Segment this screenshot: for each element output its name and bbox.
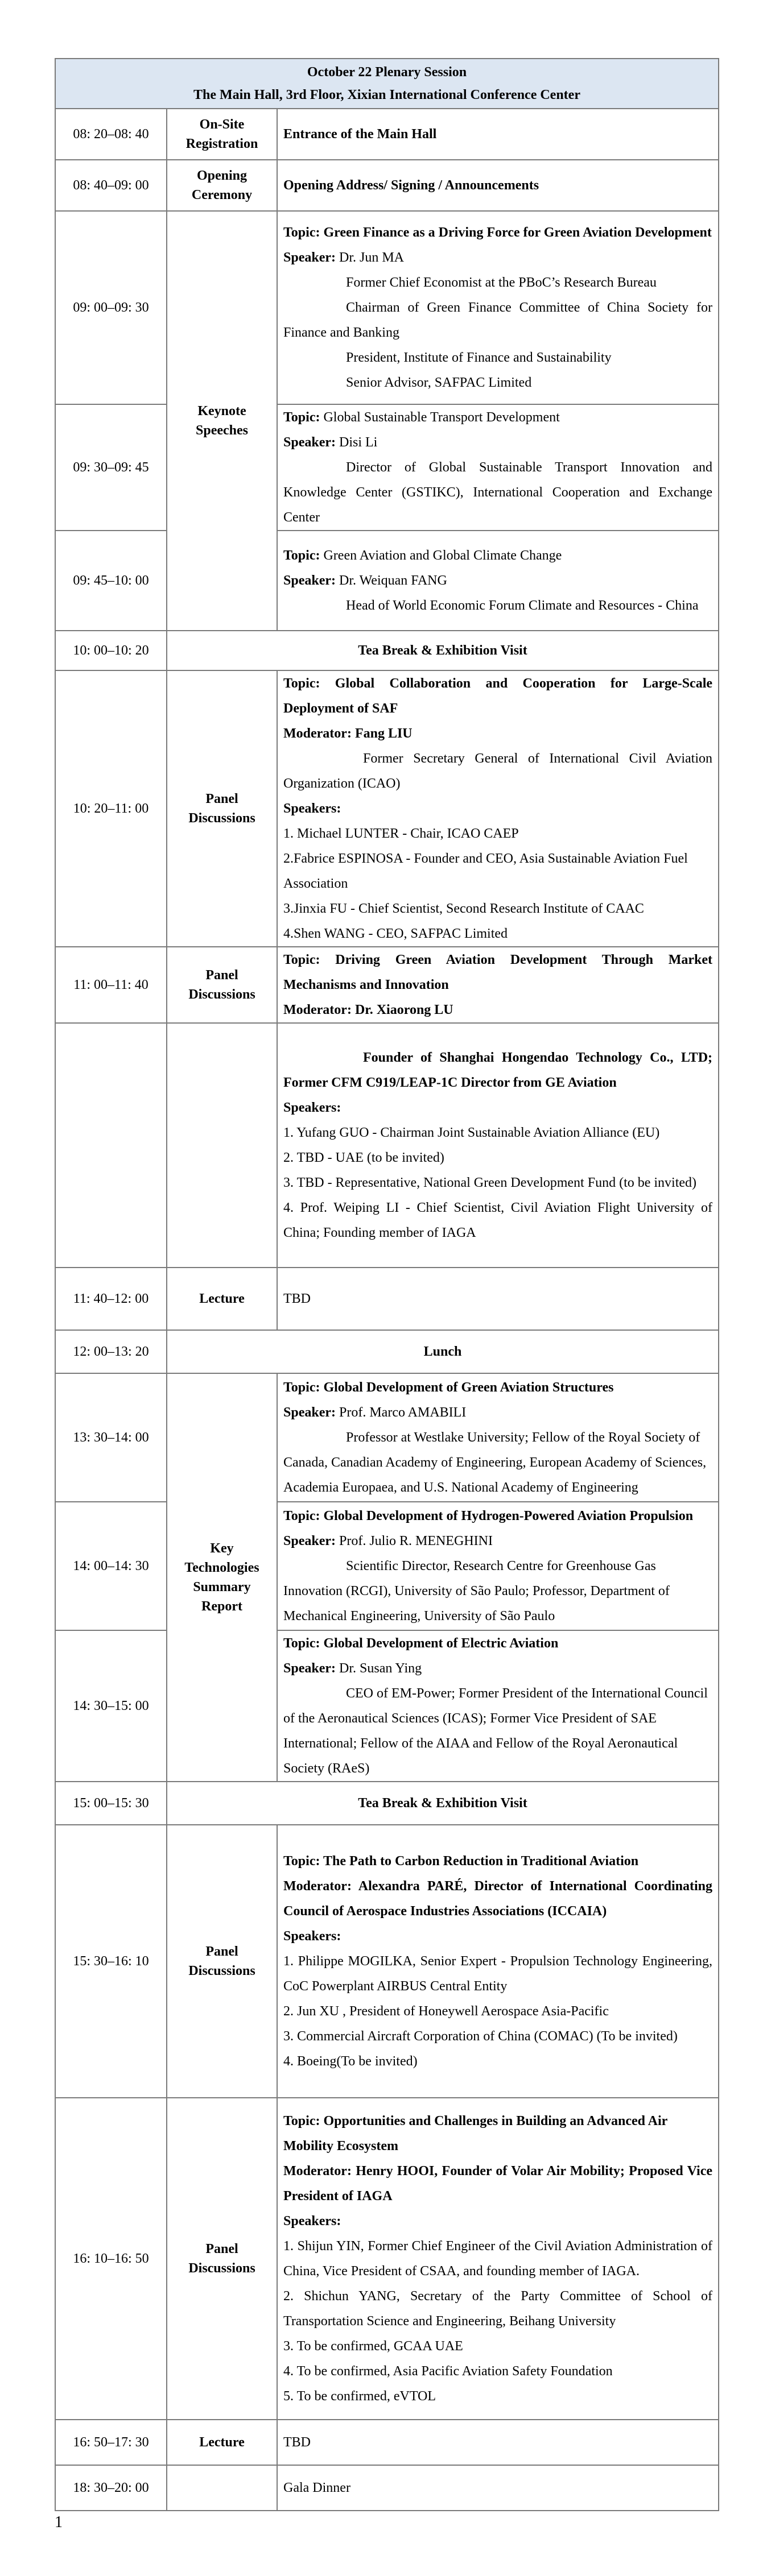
speaker-item: 1. Shijun YIN, Former Chief Engineer of the Civil Aviation Administration of China, Vice President of CSAA, and founding member of IAGA. <box>283 2239 713 2279</box>
content-cell: Opening Address/ Signing / Announcements <box>277 160 719 211</box>
speaker-item: 2. Jun XU , President of Honeywell Aerospace Asia-Pacific <box>283 2004 609 2019</box>
topic-title: Topic: Global Development of Hydrogen-Powered Aviation Propulsion <box>283 1509 694 1523</box>
speaker-label: Speaker: <box>283 435 336 450</box>
speaker-label: Speaker: <box>283 1534 336 1548</box>
speaker-label: Speaker: <box>283 1661 336 1676</box>
table-row <box>55 2465 719 2511</box>
break-cell: Tea Break & Exhibition Visit <box>167 631 719 670</box>
speaker-item: 3.Jinxia FU - Chief Scientist, Second Research Institute of CAAC <box>283 901 644 916</box>
topic-title: Topic: Opportunities and Challenges in Building an Advanced Air Mobility Ecosystem <box>283 2114 667 2153</box>
time-cell: 10: 20–11: 00 <box>55 670 167 947</box>
table-row <box>55 109 719 160</box>
topic-line <box>283 543 712 568</box>
speaker-name: Prof. Julio R. MENEGHINI <box>339 1534 493 1548</box>
content-cell <box>277 1630 719 1782</box>
speakers-label: Speakers: <box>283 1100 341 1115</box>
table-row <box>55 1373 719 1502</box>
topic-title: Topic: Global Collaboration and Cooperation for Large-Scale Deployment of SAF <box>283 676 713 716</box>
time-cell: 10: 00–10: 20 <box>55 631 167 670</box>
speaker-line <box>283 245 712 270</box>
speaker-detail: Professor at Westlake University; Fellow of the Royal Society of Canada, Canadian Academy of Engineering, European Academy of Sciences, Academia Europaea, and U.S. National Academy of Engineering <box>283 1430 707 1495</box>
speaker-item: 4. To be confirmed, Asia Pacific Aviation Safety Foundation <box>283 2364 613 2379</box>
agenda-table <box>55 58 719 2511</box>
speaker-item: 4. Boeing(To be invited) <box>283 2054 418 2069</box>
time-cell: 09: 30–09: 45 <box>55 404 167 531</box>
speaker-line <box>283 568 712 593</box>
session-cell: Opening Ceremony <box>167 160 277 211</box>
topic-title: Topic: Driving Green Aviation Development Through Market Mechanisms and Innovation <box>283 952 713 992</box>
table-row <box>55 1268 719 1330</box>
content-cell <box>277 670 719 947</box>
speaker-label: Speaker: <box>283 250 336 265</box>
topic-title: Topic: Green Finance as a Driving Force for Green Aviation Development <box>283 225 712 240</box>
speaker-item: 2.Fabrice ESPINOSA - Founder and CEO, Asia Sustainable Aviation Fuel Association <box>283 851 688 891</box>
time-cell: 15: 00–15: 30 <box>55 1782 167 1825</box>
table-row <box>55 1825 719 2098</box>
speaker-item: 2. TBD - UAE (to be invited) <box>283 1150 444 1165</box>
topic-title: Topic: Global Development of Electric Aviation <box>283 1636 559 1651</box>
table-row <box>55 531 719 631</box>
speaker-item: 4.Shen WANG - CEO, SAFPAC Limited <box>283 926 508 941</box>
content-cell <box>277 1825 719 2098</box>
content-cell: Gala Dinner <box>277 2465 719 2511</box>
speaker-name: Disi Li <box>339 435 378 450</box>
moderator-line: Moderator: Henry HOOI, Founder of Volar Air Mobility; Proposed Vice President of IAGA <box>283 2164 713 2204</box>
time-cell <box>55 1023 167 1268</box>
speaker-name: Dr. Weiquan FANG <box>339 573 447 588</box>
time-cell: 08: 20–08: 40 <box>55 109 167 160</box>
lunch-cell: Lunch <box>167 1330 719 1373</box>
session-cell <box>167 1023 277 1268</box>
break-cell: Tea Break & Exhibition Visit <box>167 1782 719 1825</box>
moderator-detail: Founder of Shanghai Hongendao Technology Co., LTD; Former CFM C919/LEAP-1C Director from GE Aviation <box>283 1050 713 1090</box>
speaker-item: 5. To be confirmed, eVTOL <box>283 2389 436 2404</box>
speakers-label: Speakers: <box>283 1929 341 1944</box>
session-cell <box>167 2465 277 2511</box>
speaker-label: Speaker: <box>283 1405 336 1420</box>
speaker-detail: Former Chief Economist at the PBoC’s Research Bureau <box>346 275 657 290</box>
session-cell: Panel Discussions <box>167 2098 277 2420</box>
speaker-line <box>283 1529 712 1554</box>
table-row <box>55 670 719 947</box>
speaker-item: 3. Commercial Aircraft Corporation of China (COMAC) (To be invited) <box>283 2029 678 2044</box>
table-header <box>55 59 719 109</box>
speaker-line <box>283 430 712 455</box>
table-row <box>55 2420 719 2465</box>
speaker-item: 1. Michael LUNTER - Chair, ICAO CAEP <box>283 826 519 841</box>
speaker-item: 3. To be confirmed, GCAA UAE <box>283 2339 463 2354</box>
table-row <box>55 947 719 1023</box>
session-cell: Panel Discussions <box>167 1825 277 2098</box>
table-row <box>55 211 719 404</box>
content-cell <box>277 2098 719 2420</box>
speaker-label: Speaker: <box>283 573 336 588</box>
session-cell: Panel Discussions <box>167 670 277 947</box>
table-row <box>55 1630 719 1782</box>
table-row <box>55 2098 719 2420</box>
speaker-detail: Senior Advisor, SAFPAC Limited <box>346 375 532 390</box>
speaker-item: 4. Prof. Weiping LI - Chief Scientist, Civil Aviation Flight University of China; Founding member of IAGA <box>283 1200 713 1240</box>
speaker-item: 3. TBD - Representative, National Green Development Fund (to be invited) <box>283 1175 697 1190</box>
topic-label: Topic: <box>283 548 320 563</box>
moderator-line: Moderator: Alexandra PARÉ, Director of International Coordinating Council of Aerospace Industries Associations (ICCAIA) <box>283 1879 713 1919</box>
content-cell <box>277 404 719 531</box>
session-cell: Lecture <box>167 2420 277 2465</box>
speaker-detail: Chairman of Green Finance Committee of China Society for Finance and Banking <box>283 300 713 340</box>
page-number: 1 <box>55 2513 63 2531</box>
time-cell: 14: 30–15: 00 <box>55 1630 167 1782</box>
table-row <box>55 160 719 211</box>
time-cell: 16: 50–17: 30 <box>55 2420 167 2465</box>
content-cell <box>277 1373 719 1502</box>
time-cell: 13: 30–14: 00 <box>55 1373 167 1502</box>
moderator-detail: Former Secretary General of International Civil Aviation Organization (ICAO) <box>283 751 713 791</box>
time-cell: 15: 30–16: 10 <box>55 1825 167 2098</box>
speaker-detail: President, Institute of Finance and Sustainability <box>346 350 612 365</box>
header-venue: The Main Hall, 3rd Floor, Xixian International Conference Center <box>193 88 580 102</box>
speakers-label: Speakers: <box>283 801 341 816</box>
content-cell <box>277 531 719 631</box>
speakers-label: Speakers: <box>283 2214 341 2229</box>
time-cell: 09: 00–09: 30 <box>55 211 167 404</box>
session-cell: Keynote Speeches <box>167 211 277 631</box>
speaker-detail: CEO of EM-Power; Former President of the International Council of the Aeronautical Sciences (ICAS); Former Vice President of SAE International; Fellow of the AIAA and Fellow of the Royal Aeronautical Society (RAeS) <box>283 1686 708 1776</box>
speaker-item: 1. Philippe MOGILKA, Senior Expert - Propulsion Technology Engineering, CoC Powerplant AIRBUS Central Entity <box>283 1954 713 1994</box>
time-cell: 09: 45–10: 00 <box>55 531 167 631</box>
session-cell: On-Site Registration <box>167 109 277 160</box>
topic-line <box>283 405 712 430</box>
table-row <box>55 1782 719 1825</box>
topic-title: Global Sustainable Transport Development <box>323 410 560 425</box>
speaker-item: 2. Shichun YANG, Secretary of the Party Committee of School of Transportation Science and Engineering, Beihang University <box>283 2289 713 2329</box>
content-cell <box>277 1502 719 1630</box>
content-cell: TBD <box>277 1268 719 1330</box>
time-cell: 14: 00–14: 30 <box>55 1502 167 1630</box>
table-row <box>55 1502 719 1630</box>
table-row <box>55 404 719 531</box>
speaker-item: 1. Yufang GUO - Chairman Joint Sustainable Aviation Alliance (EU) <box>283 1125 660 1140</box>
content-cell: Entrance of the Main Hall <box>277 109 719 160</box>
speaker-detail: Head of World Economic Forum Climate and Resources - China <box>346 598 699 613</box>
speaker-line <box>283 1656 712 1681</box>
topic-title: Topic: Global Development of Green Aviation Structures <box>283 1380 614 1395</box>
speaker-name: Prof. Marco AMABILI <box>339 1405 467 1420</box>
moderator-line: Moderator: Fang LIU <box>283 726 413 741</box>
speaker-line <box>283 1400 712 1425</box>
topic-title: Green Aviation and Global Climate Change <box>323 548 562 563</box>
topic-title: Topic: The Path to Carbon Reduction in Traditional Aviation <box>283 1854 639 1869</box>
moderator-line: Moderator: Dr. Xiaorong LU <box>283 1003 453 1017</box>
time-cell: 08: 40–09: 00 <box>55 160 167 211</box>
session-cell: Lecture <box>167 1268 277 1330</box>
speaker-detail: Director of Global Sustainable Transport Innovation and Knowledge Center (GSTIKC), International Cooperation and Exchange Center <box>283 460 713 525</box>
header-row <box>55 59 719 109</box>
time-cell: 11: 00–11: 40 <box>55 947 167 1023</box>
table-row <box>55 1023 719 1268</box>
content-cell: TBD <box>277 2420 719 2465</box>
content-cell <box>277 947 719 1023</box>
time-cell: 16: 10–16: 50 <box>55 2098 167 2420</box>
speaker-name: Dr. Susan Ying <box>339 1661 422 1676</box>
speaker-name: Dr. Jun MA <box>339 250 405 265</box>
session-cell: Key Technologies Summary Report <box>167 1373 277 1782</box>
table-row <box>55 1330 719 1373</box>
content-cell <box>277 1023 719 1268</box>
header-date-session: October 22 Plenary Session <box>307 65 467 80</box>
speaker-detail: Scientific Director, Research Centre for Greenhouse Gas Innovation (RCGI), University of São Paulo; Professor, Department of Mechanical Engineering, University of São Paulo <box>283 1559 670 1624</box>
time-cell: 18: 30–20: 00 <box>55 2465 167 2511</box>
time-cell: 11: 40–12: 00 <box>55 1268 167 1330</box>
session-cell: Panel Discussions <box>167 947 277 1023</box>
time-cell: 12: 00–13: 20 <box>55 1330 167 1373</box>
topic-label: Topic: <box>283 410 320 425</box>
table-row <box>55 631 719 670</box>
content-cell <box>277 211 719 404</box>
